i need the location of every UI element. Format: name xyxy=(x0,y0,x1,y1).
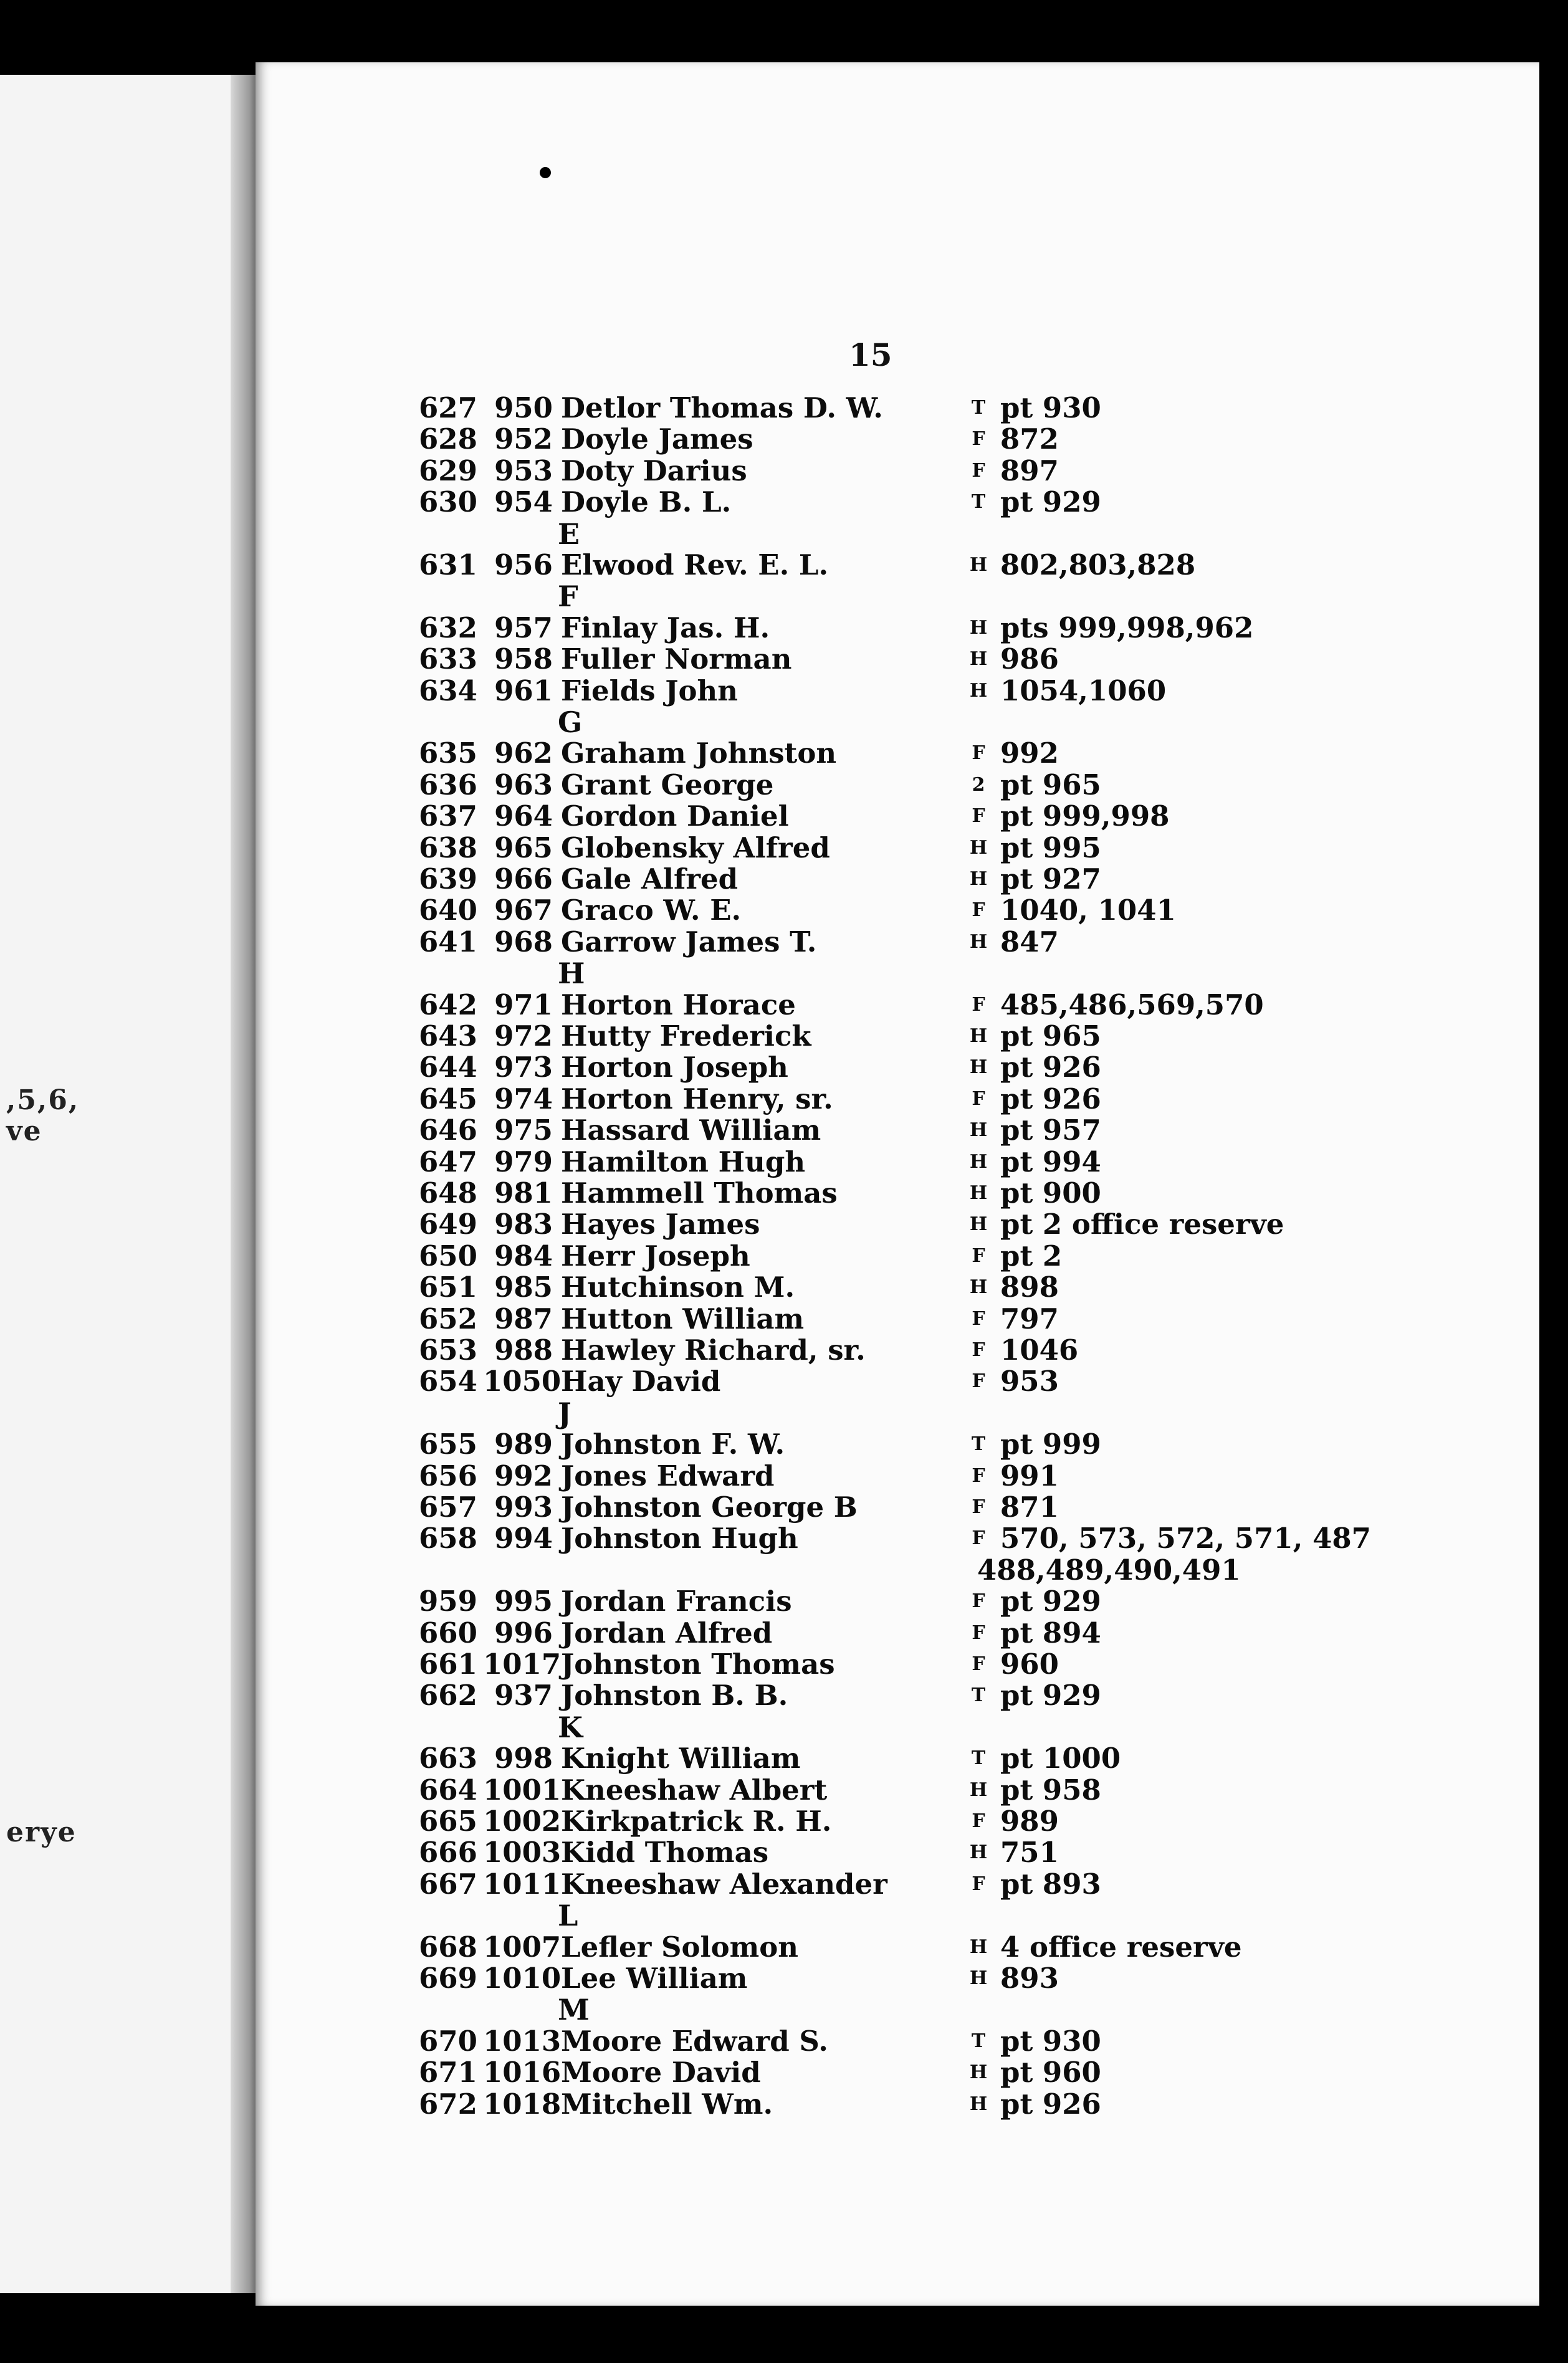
entry-number: 669 xyxy=(419,1962,477,1995)
table-row xyxy=(256,1429,1539,1460)
file-number: 1011 xyxy=(483,1867,562,1901)
entry-number: 642 xyxy=(419,988,477,1021)
owner-name: Moore Edward S. xyxy=(561,2024,828,2058)
file-number: 998 xyxy=(494,1742,553,1775)
lot-code: 2 xyxy=(972,773,985,796)
left-fragment: ve xyxy=(6,1115,42,1147)
owner-name: Hawley Richard, sr. xyxy=(561,1334,866,1367)
entry-number: 637 xyxy=(419,800,477,833)
table-row xyxy=(256,1680,1539,1711)
entry-number: 647 xyxy=(419,1145,477,1178)
lot-numbers: pt 929 xyxy=(1000,485,1101,519)
file-number: 1010 xyxy=(483,1962,562,1995)
entry-number: 646 xyxy=(419,1114,477,1147)
lot-code: F xyxy=(972,805,985,828)
lot-code: T xyxy=(971,1684,986,1707)
lot-numbers: pt 999 xyxy=(1000,1428,1101,1461)
file-number: 1002 xyxy=(483,1805,562,1838)
owner-name: Hutchinson M. xyxy=(561,1271,795,1304)
file-number: 992 xyxy=(494,1459,553,1492)
lot-numbers: pt 929 xyxy=(1000,1585,1101,1618)
lot-numbers: pt 957 xyxy=(1000,1114,1101,1147)
entry-number: 664 xyxy=(419,1773,477,1807)
entry-number: 633 xyxy=(419,642,477,676)
owner-name: Johnston F. W. xyxy=(561,1428,785,1461)
lot-code: H xyxy=(969,1213,988,1236)
lot-numbers: pt 1000 xyxy=(1000,1742,1121,1775)
entry-number: 644 xyxy=(419,1051,477,1084)
lot-code: F xyxy=(972,1244,985,1267)
file-number: 989 xyxy=(494,1428,553,1461)
entry-number: 668 xyxy=(419,1930,477,1964)
owner-name: Hassard William xyxy=(561,1114,821,1147)
table-row xyxy=(256,1743,1539,1774)
table-row xyxy=(256,1461,1539,1492)
lot-numbers: pt 999,998 xyxy=(1000,800,1170,833)
entry-number: 667 xyxy=(419,1867,477,1901)
file-number: 961 xyxy=(494,674,553,707)
entry-number: 666 xyxy=(419,1836,477,1869)
lot-numbers: 1040, 1041 xyxy=(1000,894,1176,927)
lot-numbers: pt 958 xyxy=(1000,1773,1101,1807)
lot-code: F xyxy=(972,993,985,1016)
lot-code: F xyxy=(972,1339,985,1361)
lot-code: H xyxy=(969,679,988,702)
file-number: 979 xyxy=(494,1145,553,1178)
file-number: 957 xyxy=(494,611,553,644)
owner-name: Hutton William xyxy=(561,1302,805,1335)
lot-code: F xyxy=(972,1621,985,1644)
entry-number: 652 xyxy=(419,1302,477,1335)
lot-numbers: pt 900 xyxy=(1000,1177,1101,1210)
entry-number: 661 xyxy=(419,1648,477,1681)
lot-numbers: 847 xyxy=(1000,925,1059,958)
file-number: 954 xyxy=(494,485,553,519)
lot-code: H xyxy=(969,554,988,576)
lot-code: H xyxy=(969,868,988,890)
owner-name: Doty Darius xyxy=(561,454,747,487)
entry-number: 649 xyxy=(419,1208,477,1241)
owner-name: Hutty Frederick xyxy=(561,1019,811,1053)
left-page xyxy=(0,75,237,2293)
table-row xyxy=(256,2089,1539,2120)
lot-numbers: pt 894 xyxy=(1000,1616,1101,1649)
file-number: 994 xyxy=(494,1522,553,1555)
lot-numbers: pt 965 xyxy=(1000,768,1101,801)
file-number: 1018 xyxy=(483,2087,562,2121)
owner-name: Fields John xyxy=(561,674,738,707)
lot-code: F xyxy=(972,1087,985,1110)
lot-code: H xyxy=(969,1841,988,1864)
lot-numbers: 989 xyxy=(1000,1805,1059,1838)
table-row xyxy=(256,1492,1539,1523)
owner-name: Kirkpatrick R. H. xyxy=(561,1805,832,1838)
table-row xyxy=(256,1806,1539,1837)
entry-number: 662 xyxy=(419,1679,477,1712)
owner-name: Fuller Norman xyxy=(561,642,792,676)
owner-name: Gale Alfred xyxy=(561,862,739,895)
file-number: 993 xyxy=(494,1491,553,1524)
file-number: 950 xyxy=(494,391,553,424)
entry-number: 641 xyxy=(419,925,477,958)
lot-code: T xyxy=(971,397,986,419)
lot-code: F xyxy=(972,742,985,765)
section-letter: M xyxy=(558,1993,590,2027)
lot-code: F xyxy=(972,1873,985,1895)
left-fragment: ,5,6, xyxy=(6,1084,80,1116)
lot-numbers: pts 999,998,962 xyxy=(1000,611,1254,644)
table-row xyxy=(256,801,1539,832)
entry-number: 959 xyxy=(419,1585,477,1618)
file-number: 937 xyxy=(494,1679,553,1712)
owner-name: Graco W. E. xyxy=(561,894,742,927)
owner-name: Hamilton Hugh xyxy=(561,1145,806,1178)
table-row xyxy=(256,1304,1539,1335)
file-number: 956 xyxy=(494,548,553,581)
file-number: 984 xyxy=(494,1239,553,1272)
file-number: 973 xyxy=(494,1051,553,1084)
file-number: 987 xyxy=(494,1302,553,1335)
lot-code: F xyxy=(972,1590,985,1613)
file-number: 1007 xyxy=(483,1930,562,1964)
lot-code: H xyxy=(969,836,988,859)
page-number: 15 xyxy=(849,337,892,373)
owner-name: Finlay Jas. H. xyxy=(561,611,770,644)
owner-name: Lefler Solomon xyxy=(561,1930,798,1964)
table-row xyxy=(256,1618,1539,1649)
lot-numbers: 960 xyxy=(1000,1648,1059,1681)
entry-number: 639 xyxy=(419,862,477,895)
lot-code: T xyxy=(971,491,986,513)
entry-number: 650 xyxy=(419,1239,477,1272)
table-row xyxy=(256,1837,1539,1868)
owner-name: Horton Henry, sr. xyxy=(561,1082,833,1115)
entry-number: 634 xyxy=(419,674,477,707)
entry-number: 660 xyxy=(419,1616,477,1649)
lot-code: H xyxy=(969,1936,988,1958)
entry-number: 630 xyxy=(419,485,477,519)
table-row xyxy=(256,895,1539,926)
table-row xyxy=(256,393,1539,424)
entry-number: 658 xyxy=(419,1522,477,1555)
lot-numbers: 485,486,569,570 xyxy=(1000,988,1264,1021)
file-number: 963 xyxy=(494,768,553,801)
entry-number: 631 xyxy=(419,548,477,581)
lot-numbers: 570, 573, 572, 571, 487 xyxy=(1000,1522,1371,1555)
owner-name: Jordan Alfred xyxy=(561,1616,773,1649)
table-row xyxy=(256,1523,1539,1554)
entry-number: 648 xyxy=(419,1177,477,1210)
lot-numbers: 1046 xyxy=(1000,1334,1079,1367)
lot-numbers: pt 995 xyxy=(1000,831,1101,864)
entry-number: 656 xyxy=(419,1459,477,1492)
owner-name: Horton Joseph xyxy=(561,1051,788,1084)
lot-code: H xyxy=(969,930,988,953)
lot-code: T xyxy=(971,1747,986,1770)
owner-name: Jones Edward xyxy=(561,1459,775,1492)
file-number: 965 xyxy=(494,831,553,864)
table-row xyxy=(256,424,1539,455)
file-number: 968 xyxy=(494,925,553,958)
lot-numbers: pt 930 xyxy=(1000,391,1101,424)
file-number: 952 xyxy=(494,422,553,456)
lot-numbers: pt 926 xyxy=(1000,2087,1101,2121)
entry-number: 635 xyxy=(419,737,477,770)
owner-name: Moore David xyxy=(561,2056,761,2089)
owner-name: Hayes James xyxy=(561,1208,760,1241)
table-row xyxy=(256,550,1539,581)
lot-numbers: 802,803,828 xyxy=(1000,548,1196,581)
lot-numbers: pt 926 xyxy=(1000,1051,1101,1084)
table-row xyxy=(256,1335,1539,1366)
lot-numbers: 986 xyxy=(1000,642,1059,676)
table-row xyxy=(256,1021,1539,1052)
entry-number: 629 xyxy=(419,454,477,487)
table-row xyxy=(256,1084,1539,1115)
lot-code: F xyxy=(972,899,985,922)
file-number: 1001 xyxy=(483,1773,562,1807)
file-number: 1017 xyxy=(483,1648,562,1681)
owner-name: Kidd Thomas xyxy=(561,1836,769,1869)
entry-number: 628 xyxy=(419,422,477,456)
lot-code: H xyxy=(969,1276,988,1299)
lot-numbers: pt 930 xyxy=(1000,2024,1101,2058)
owner-name: Johnston Thomas xyxy=(561,1648,835,1681)
file-number: 1013 xyxy=(483,2024,562,2058)
file-number: 964 xyxy=(494,800,553,833)
file-number: 983 xyxy=(494,1208,553,1241)
file-number: 1016 xyxy=(483,2056,562,2089)
owner-name: Doyle B. L. xyxy=(561,485,732,519)
section-letter: H xyxy=(558,957,585,991)
lot-numbers: 992 xyxy=(1000,737,1059,770)
owner-name: Johnston B. B. xyxy=(561,1679,788,1712)
table-row xyxy=(256,1241,1539,1272)
entry-number: 640 xyxy=(419,894,477,927)
ink-dot xyxy=(540,167,551,178)
table-row xyxy=(256,1178,1539,1209)
file-number: 974 xyxy=(494,1082,553,1115)
owner-name: Knight William xyxy=(561,1742,801,1775)
owner-name: Mitchell Wm. xyxy=(561,2087,773,2121)
table-row xyxy=(256,1115,1539,1146)
owner-name: Lee William xyxy=(561,1962,748,1995)
section-letter: G xyxy=(558,705,583,739)
file-number: 953 xyxy=(494,454,553,487)
file-number: 1050 xyxy=(483,1365,562,1398)
entry-number: 663 xyxy=(419,1742,477,1775)
entry-number: 671 xyxy=(419,2056,477,2089)
table-row xyxy=(256,1586,1539,1617)
lot-code: F xyxy=(972,1464,985,1487)
lot-numbers: 893 xyxy=(1000,1962,1059,1995)
lot-code: F xyxy=(972,428,985,451)
lot-numbers: 897 xyxy=(1000,454,1059,487)
table-row xyxy=(256,675,1539,707)
lot-code: H xyxy=(969,1025,988,1047)
lot-code: F xyxy=(972,1527,985,1550)
table-row xyxy=(256,1775,1539,1806)
entry-number: 670 xyxy=(419,2024,477,2058)
lot-numbers: 871 xyxy=(1000,1491,1059,1524)
lot-code: H xyxy=(969,1119,988,1142)
table-row xyxy=(256,1272,1539,1303)
table-row xyxy=(256,2026,1539,2057)
owner-name: Hay David xyxy=(561,1365,721,1398)
file-number: 1003 xyxy=(483,1836,562,1869)
owner-name: Horton Horace xyxy=(561,988,796,1021)
lot-numbers: pt 927 xyxy=(1000,862,1101,895)
lots-continuation: 488,489,490,491 xyxy=(977,1553,1241,1587)
section-letter: E xyxy=(558,517,580,551)
section-letter: L xyxy=(558,1899,578,1933)
table-row xyxy=(256,1963,1539,1994)
lot-code: H xyxy=(969,2061,988,2084)
owner-name: Globensky Alfred xyxy=(561,831,830,864)
lot-numbers: pt 926 xyxy=(1000,1082,1101,1115)
lot-numbers: pt 960 xyxy=(1000,2056,1101,2089)
table-row xyxy=(256,833,1539,864)
entry-number: 645 xyxy=(419,1082,477,1115)
owner-name: Garrow James T. xyxy=(561,925,817,958)
lot-numbers: pt 929 xyxy=(1000,1679,1101,1712)
table-row xyxy=(256,1147,1539,1178)
table-row xyxy=(256,864,1539,895)
table-row xyxy=(256,770,1539,801)
lot-numbers: 953 xyxy=(1000,1365,1059,1398)
table-row xyxy=(256,927,1539,958)
table-row xyxy=(256,1209,1539,1240)
file-number: 981 xyxy=(494,1177,553,1210)
entry-number: 636 xyxy=(419,768,477,801)
owner-name: Gordon Daniel xyxy=(561,800,789,833)
table-row xyxy=(256,2057,1539,2088)
entry-number: 632 xyxy=(419,611,477,644)
file-number: 988 xyxy=(494,1334,553,1367)
owner-name: Grant George xyxy=(561,768,774,801)
owner-name: Graham Johnston xyxy=(561,737,837,770)
lot-code: H xyxy=(969,616,988,639)
table-row xyxy=(256,1052,1539,1083)
table-row xyxy=(256,1932,1539,1963)
file-number: 995 xyxy=(494,1585,553,1618)
owner-name: Doyle James xyxy=(561,422,753,456)
table-row xyxy=(256,456,1539,487)
section-letter: J xyxy=(558,1396,571,1430)
entry-number: 665 xyxy=(419,1805,477,1838)
file-number: 967 xyxy=(494,894,553,927)
lot-code: H xyxy=(969,1056,988,1079)
lot-code: F xyxy=(972,459,985,482)
lot-numbers: 4 office reserve xyxy=(1000,1930,1242,1964)
table-row xyxy=(256,738,1539,769)
table-row xyxy=(256,1366,1539,1397)
file-number: 972 xyxy=(494,1019,553,1053)
owner-name: Herr Joseph xyxy=(561,1239,750,1272)
lot-numbers: pt 994 xyxy=(1000,1145,1101,1178)
lot-numbers: 797 xyxy=(1000,1302,1059,1335)
file-number: 985 xyxy=(494,1271,553,1304)
table-row xyxy=(256,613,1539,644)
lot-code: F xyxy=(972,1370,985,1393)
table-row xyxy=(256,644,1539,675)
owner-name: Elwood Rev. E. L. xyxy=(561,548,829,581)
file-number: 958 xyxy=(494,642,553,676)
entry-number: 638 xyxy=(419,831,477,864)
table-row-continuation xyxy=(256,1555,1539,1586)
file-number: 996 xyxy=(494,1616,553,1649)
entry-number: 643 xyxy=(419,1019,477,1053)
entry-number: 672 xyxy=(419,2087,477,2121)
lot-numbers: 751 xyxy=(1000,1836,1059,1869)
lot-code: F xyxy=(972,1653,985,1675)
lot-code: T xyxy=(971,2030,986,2052)
section-letter: F xyxy=(558,580,578,614)
lot-code: H xyxy=(969,1778,988,1801)
lot-code: H xyxy=(969,648,988,671)
document-page xyxy=(256,62,1539,2306)
owner-name: Johnston George B xyxy=(561,1491,858,1524)
file-number: 971 xyxy=(494,988,553,1021)
owner-name: Detlor Thomas D. W. xyxy=(561,391,883,424)
owner-name: Johnston Hugh xyxy=(561,1522,798,1555)
owner-name: Hammell Thomas xyxy=(561,1177,838,1210)
entry-number: 651 xyxy=(419,1271,477,1304)
lot-code: H xyxy=(969,2093,988,2115)
file-number: 962 xyxy=(494,737,553,770)
lot-numbers: pt 893 xyxy=(1000,1867,1101,1901)
table-row xyxy=(256,990,1539,1021)
owner-name: Kneeshaw Albert xyxy=(561,1773,828,1807)
lot-code: F xyxy=(972,1810,985,1832)
lot-code: F xyxy=(972,1307,985,1330)
lot-code: H xyxy=(969,1150,988,1173)
table-row xyxy=(256,487,1539,518)
lot-numbers: 1054,1060 xyxy=(1000,674,1167,707)
entry-number: 655 xyxy=(419,1428,477,1461)
entry-number: 653 xyxy=(419,1334,477,1367)
section-letter: K xyxy=(558,1710,583,1744)
owner-name: Jordan Francis xyxy=(561,1585,792,1618)
owner-name: Kneeshaw Alexander xyxy=(561,1867,887,1901)
lot-numbers: 991 xyxy=(1000,1459,1059,1492)
entry-number: 627 xyxy=(419,391,477,424)
lot-numbers: pt 2 office reserve xyxy=(1000,1208,1284,1241)
file-number: 975 xyxy=(494,1114,553,1147)
lot-numbers: pt 965 xyxy=(1000,1019,1101,1053)
file-number: 966 xyxy=(494,862,553,895)
lot-numbers: 872 xyxy=(1000,422,1059,456)
lot-code: H xyxy=(969,1967,988,1989)
table-row xyxy=(256,1649,1539,1680)
lot-code: T xyxy=(971,1433,986,1456)
lot-code: H xyxy=(969,1182,988,1204)
lot-code: F xyxy=(972,1496,985,1518)
left-fragment: erye xyxy=(6,1816,77,1848)
table-row xyxy=(256,1869,1539,1900)
entry-number: 654 xyxy=(419,1365,477,1398)
lot-numbers: 898 xyxy=(1000,1271,1059,1304)
entry-number: 657 xyxy=(419,1491,477,1524)
lot-numbers: pt 2 xyxy=(1000,1239,1063,1272)
